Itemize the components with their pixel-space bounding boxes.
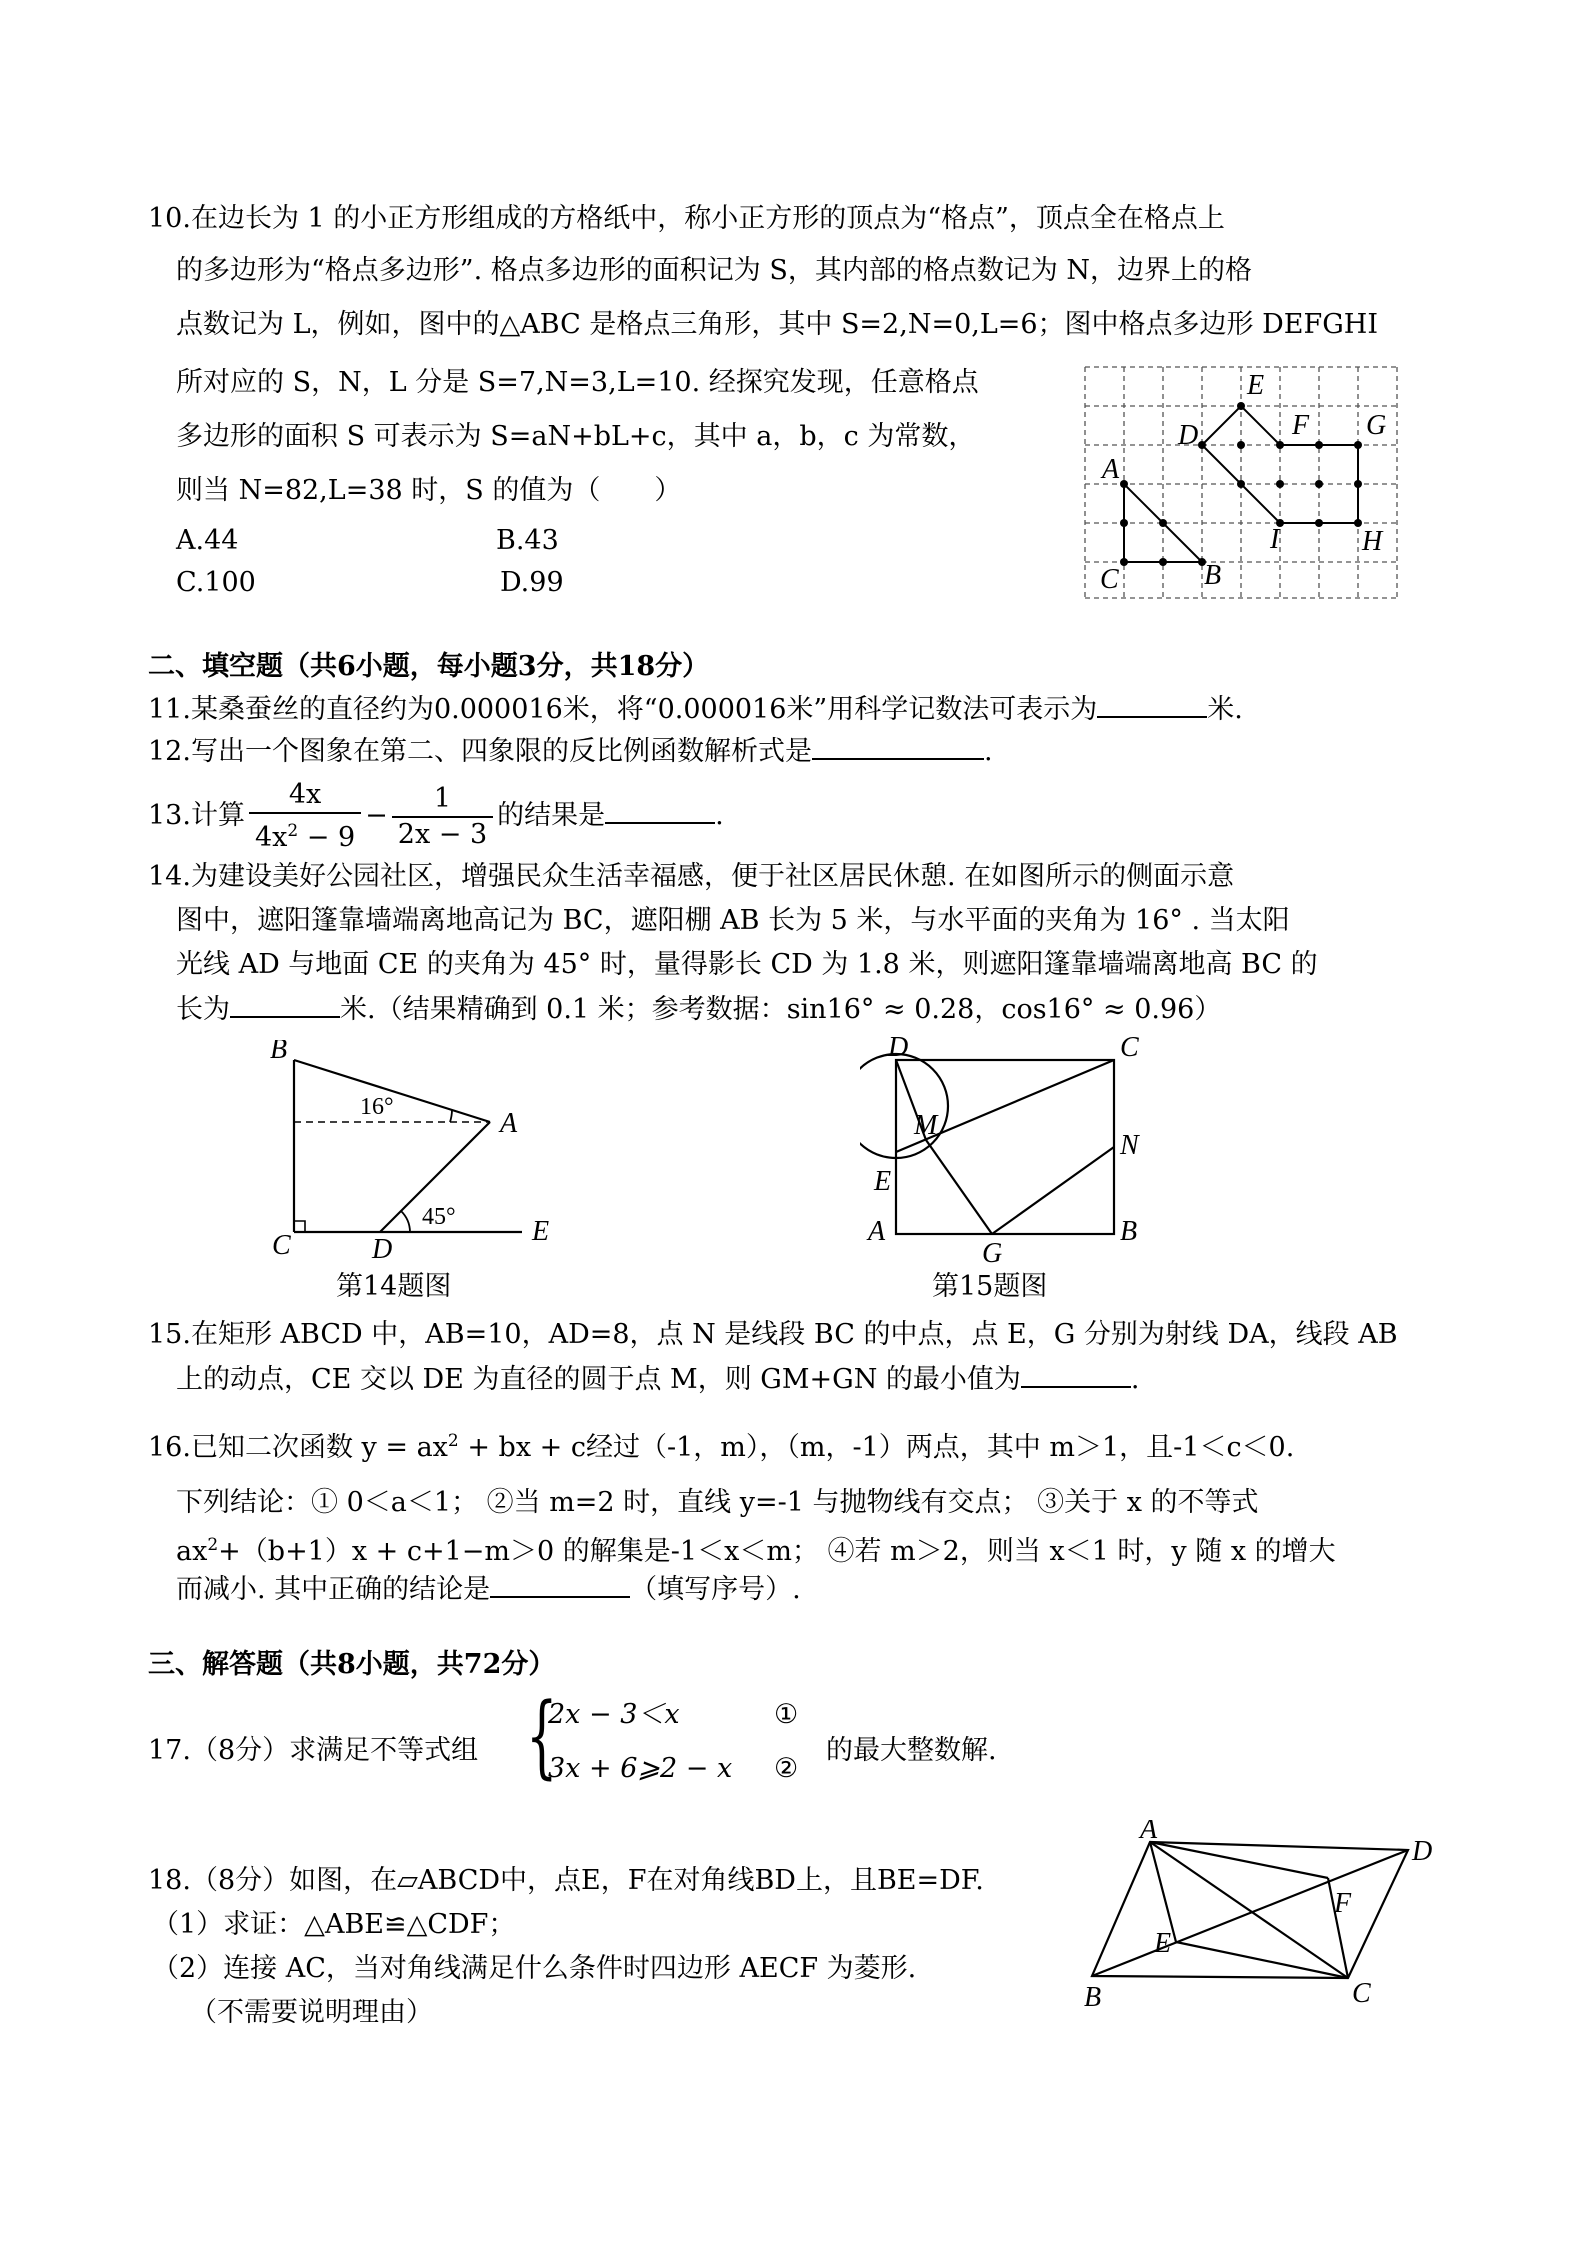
- q15-line1: 15.在矩形 ABCD 中，AB=10，AD=8，点 N 是线段 BC 的中点，点 E，G 分别为射线 DA，线段 AB: [148, 1319, 1398, 1350]
- fig18-label-c: C: [1352, 1978, 1371, 2009]
- q18-line2: （1）求证：△ABE≌△CDF；: [152, 1909, 516, 1940]
- fig14-label-c: C: [272, 1230, 291, 1260]
- fig14-label-a: A: [500, 1108, 518, 1139]
- q17-mark-1: ①: [774, 1699, 799, 1730]
- q17-inequality-2: 3x + 6⩾2 − x: [548, 1753, 733, 1784]
- q10-line5: 多边形的面积 S 可表示为 S=aN+bL+c，其中 a，b，c 为常数，: [176, 421, 976, 452]
- q18-line4: （不需要说明理由）: [190, 1997, 433, 2028]
- q17-pre: 17.（8分）求满足不等式组: [148, 1735, 479, 1766]
- label-b: B: [1204, 560, 1222, 591]
- label-h: H: [1362, 526, 1383, 557]
- fig15-label-c: C: [1120, 1032, 1139, 1063]
- label-i: I: [1270, 524, 1280, 555]
- fig15-label-e: E: [874, 1166, 892, 1197]
- fraction-2: $\frac{1}{2x - 3}$: [392, 782, 493, 852]
- q16-line2: 下列结论：① 0＜a＜1； ②当 m=2 时，直线 y=-1 与抛物线有交点； ③关于 x 的不等式: [176, 1487, 1259, 1518]
- q18-line1: 18.（8分）如图，在▱ABCD中，点E，F在对角线BD上，且BE=DF.: [148, 1865, 984, 1896]
- fig15-label-b: B: [1120, 1216, 1138, 1247]
- fig15-label-d: D: [888, 1032, 909, 1063]
- fig18-label-a: A: [1140, 1820, 1158, 1845]
- fig15-label-a: A: [868, 1216, 886, 1247]
- q17-inequality-1: 2x − 3＜x: [548, 1699, 680, 1730]
- label-c: C: [1100, 564, 1119, 595]
- fig15-label-m: M: [914, 1110, 938, 1141]
- q10-grid-figure: [1080, 362, 1410, 602]
- fig18-label-f: F: [1334, 1888, 1352, 1919]
- q10-line3: 点数记为 L，例如，图中的△ABC 是格点三角形，其中 S=2,N=0,L=6；图中格点多边形 DEFGHI: [176, 309, 1379, 340]
- fig18-label-d: D: [1412, 1836, 1433, 1867]
- q10-line6: 则当 N=82,L=38 时，S 的值为（ ）: [176, 475, 682, 506]
- q17-post: 的最大整数解.: [826, 1735, 997, 1766]
- q10-option-c: C.100: [176, 567, 256, 598]
- fig15-label-g: G: [982, 1238, 1003, 1269]
- fig15-label-n: N: [1120, 1130, 1139, 1161]
- fig14-angle-16: 16°: [360, 1094, 394, 1120]
- q15-caption: 第15题图: [932, 1271, 1048, 1302]
- label-f: F: [1292, 410, 1310, 441]
- q15-figure: [860, 1030, 1160, 1270]
- q10-line2: 的多边形为“格点多边形”. 格点多边形的面积记为 S，其内部的格点数记为 N，边界上的格: [176, 255, 1253, 286]
- q16-line3: $ax^2+(b+1)x + c+1-m>0$ 的解集是-1＜x＜m； ④若 m＞2，则当 x＜1 时，y 随 x 的增大: [176, 1535, 1336, 1567]
- fig14-label-e: E: [532, 1216, 550, 1247]
- fig14-label-d: D: [372, 1234, 393, 1260]
- q14-line4: 长为 米.（结果精确到 0.1 米；参考数据：sin16° ≈ 0.28，cos16° ≈ 0.96）: [176, 990, 1221, 1029]
- q15-line2: 上的动点，CE 交以 DE 为直径的圆于点 M，则 GM+GN 的最小值为 .: [176, 1360, 1140, 1399]
- section-3-heading: 三、解答题（共8小题，共72分）: [148, 1649, 556, 1680]
- q16-line1: 16.已知二次函数 $y = ax^2$ + bx + c经过（-1，m），（m，-1）两点，其中 m＞1，且-1＜c＜0.: [148, 1431, 1295, 1463]
- q14-caption: 第14题图: [336, 1271, 452, 1302]
- q14-line2: 图中，遮阳篷靠墙端离地高记为 BC，遮阳棚 AB 长为 5 米，与水平面的夹角为 16° . 当太阳: [176, 905, 1290, 936]
- q10-option-b: B.43: [496, 525, 559, 556]
- q17-mark-2: ②: [774, 1753, 799, 1784]
- q13-text: 13.计算 $\frac{4x}{4x^2 - 9}$ − $\frac{1}{2x - 3}$ 的结果是 .: [148, 779, 724, 853]
- label-a: A: [1102, 454, 1120, 485]
- q10-line4: 所对应的 S，N，L 分是 S=7,N=3,L=10. 经探究发现，任意格点: [176, 367, 979, 398]
- q17-brace: {: [526, 1684, 558, 1789]
- q14-figure: [260, 1040, 580, 1260]
- q18-line3: （2）连接 AC，当对角线满足什么条件时四边形 AECF 为菱形.: [152, 1953, 917, 1984]
- fig18-label-b: B: [1084, 1982, 1102, 2013]
- fig14-angle-45: 45°: [422, 1204, 456, 1230]
- q14-line3: 光线 AD 与地面 CE 的夹角为 45° 时，量得影长 CD 为 1.8 米，则遮阳篷靠墙端离地高 BC 的: [176, 949, 1318, 980]
- fraction-1: $\frac{4x}{4x^2 - 9}$: [249, 778, 361, 855]
- q12-text: 12.写出一个图象在第二、四象限的反比例函数解析式是 .: [148, 732, 993, 771]
- q10-option-a: A.44: [176, 525, 239, 556]
- label-e: E: [1247, 370, 1265, 401]
- q10-line1: 10.在边长为 1 的小正方形组成的方格纸中，称小正方形的顶点为“格点”，顶点全在格点上: [148, 203, 1225, 234]
- q16-line4: 而减小. 其中正确的结论是 （填写序号）.: [176, 1570, 801, 1609]
- q10-option-d: D.99: [500, 567, 564, 598]
- fig18-label-e: E: [1154, 1928, 1172, 1959]
- section-2-heading: 二、填空题（共6小题，每小题3分，共18分）: [148, 651, 710, 682]
- q18-figure: [1080, 1820, 1440, 2020]
- q14-line1: 14.为建设美好公园社区，增强民众生活幸福感，便于社区居民休憩. 在如图所示的侧面示意: [148, 861, 1235, 892]
- fig14-label-b: B: [270, 1040, 288, 1065]
- label-g: G: [1366, 410, 1387, 441]
- q11-text: 11.某桑蚕丝的直径约为0.000016米，将“0.000016米”用科学记数法可表示为 米.: [148, 690, 1243, 729]
- label-d: D: [1178, 420, 1199, 451]
